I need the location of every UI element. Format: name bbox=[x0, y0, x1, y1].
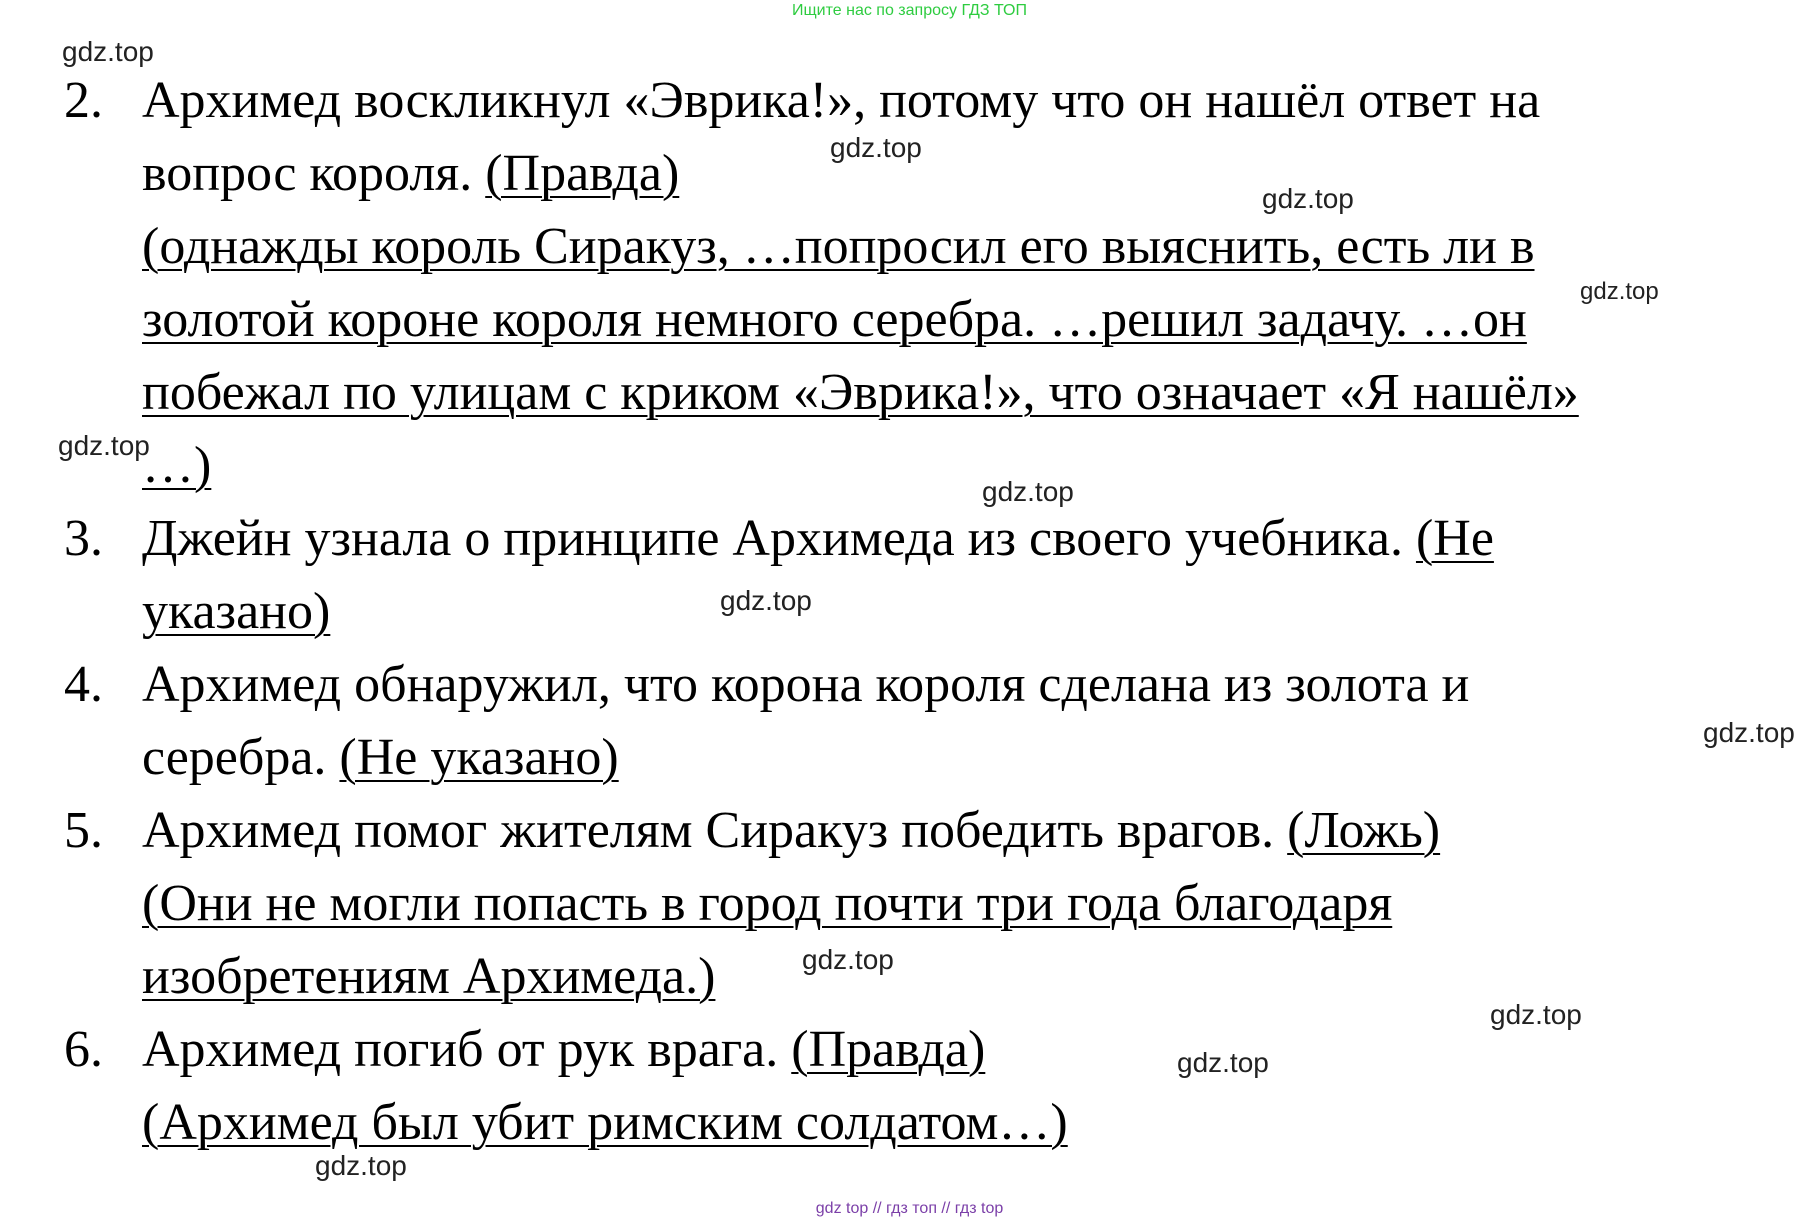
item-number: 6. bbox=[64, 1021, 103, 1078]
item-text bbox=[142, 648, 1782, 794]
text-line bbox=[142, 502, 1782, 575]
text-line bbox=[142, 137, 1782, 210]
watermark: gdz.top bbox=[802, 944, 894, 975]
evidence-text: (Архимед был убит римским солдатом…) bbox=[142, 1094, 1068, 1151]
watermark: gdz.top bbox=[315, 1150, 407, 1181]
text-line bbox=[142, 575, 1782, 648]
watermark: gdz.top bbox=[62, 36, 154, 67]
item-number: 2. bbox=[64, 72, 103, 129]
answer-label: (Правда) bbox=[485, 145, 680, 202]
line-plain: серебра. bbox=[142, 729, 340, 786]
item-text bbox=[142, 1013, 1782, 1159]
evidence-text: (Они не могли попасть в город почти три года благодаря bbox=[142, 875, 1393, 932]
watermark: gdz.top bbox=[1177, 1047, 1269, 1078]
answer-label: (Не bbox=[1415, 510, 1494, 567]
line-plain: Джейн узнала о принципе Архимеда из своего учебника. bbox=[142, 510, 1416, 567]
watermark: gdz.top bbox=[1580, 278, 1659, 305]
header-note: Ищите нас по запросу ГДЗ ТОП bbox=[792, 2, 1027, 19]
text-line bbox=[142, 648, 1782, 721]
item-number: 5. bbox=[64, 802, 103, 859]
text-line bbox=[142, 1086, 1782, 1159]
text-line bbox=[142, 721, 1782, 794]
text-line bbox=[142, 64, 1782, 137]
text-line bbox=[142, 283, 1782, 356]
evidence-text: …) bbox=[142, 437, 212, 494]
text-line bbox=[142, 794, 1782, 867]
watermark: gdz.top bbox=[1490, 999, 1582, 1030]
footer-note: gdz top // гдз топ // гдз top bbox=[815, 1200, 1004, 1217]
line-plain: Архимед погиб от рук врага. bbox=[142, 1021, 792, 1078]
evidence-text: золотой короне короля немного серебра. …решил задачу. …он bbox=[142, 291, 1527, 348]
answer-label: (Ложь) bbox=[1287, 802, 1441, 859]
answer-label: указано) bbox=[142, 583, 331, 640]
text-line bbox=[142, 356, 1782, 429]
watermark: gdz.top bbox=[58, 430, 150, 461]
evidence-text: побежал по улицам с криком «Эврика!», что означает «Я нашёл» bbox=[142, 364, 1579, 421]
watermark: gdz.top bbox=[720, 585, 812, 616]
line-plain: Архимед воскликнул «Эврика!», потому что он нашёл ответ на bbox=[142, 72, 1541, 129]
answer-label: (Не указано) bbox=[339, 729, 619, 786]
watermark: gdz.top bbox=[982, 476, 1074, 507]
item-text bbox=[142, 794, 1782, 1013]
line-plain: вопрос короля. bbox=[142, 145, 486, 202]
item-text bbox=[142, 64, 1782, 502]
watermark: gdz.top bbox=[1262, 183, 1354, 214]
item-number: 4. bbox=[64, 656, 103, 713]
line-plain: Архимед помог жителям Сиракуз победить врагов. bbox=[142, 802, 1288, 859]
text-line bbox=[142, 429, 1782, 502]
answer-label: (Правда) bbox=[791, 1021, 986, 1078]
text-line bbox=[142, 210, 1782, 283]
line-plain: Архимед обнаружил, что корона короля сделана из золота и bbox=[142, 656, 1470, 713]
watermark: gdz.top bbox=[830, 132, 922, 163]
item-number: 3. bbox=[64, 510, 103, 567]
item-text bbox=[142, 502, 1782, 648]
evidence-text: (однажды король Сиракуз, …попросил его выяснить, есть ли в bbox=[142, 218, 1535, 275]
text-line bbox=[142, 867, 1782, 940]
evidence-text: изобретениям Архимеда.) bbox=[142, 948, 716, 1005]
watermark: gdz.top bbox=[1703, 717, 1795, 748]
